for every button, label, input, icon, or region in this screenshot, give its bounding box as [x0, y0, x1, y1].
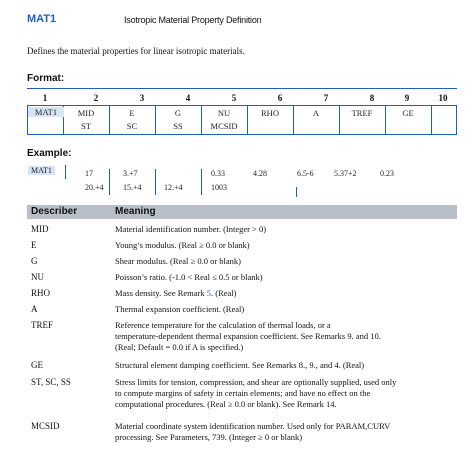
meaning-line: Stress limits for tension, compression, and shear are optionally supplied, used only [115, 377, 397, 387]
describer-meaning [115, 377, 459, 410]
example-cell-ss: 12.+4 [164, 183, 183, 192]
describer-name: E [31, 240, 37, 250]
meaning-text: Mass density. See Remark [115, 288, 207, 298]
example-field-marker [155, 169, 156, 195]
card-name: MAT1 [27, 13, 57, 25]
describer-meaning: Young’s modulus. (Real ≥ 0.0 or blank) [115, 240, 250, 250]
describer-name: A [31, 304, 38, 314]
describer-table-header [27, 205, 457, 219]
field-number-8: 8 [369, 93, 375, 103]
example-heading: Example: [27, 148, 72, 159]
field-number-5: 5 [231, 93, 237, 103]
format-cell-nu: NU [217, 108, 231, 118]
describer-name: G [31, 256, 38, 266]
example-cell-tref: 5.37+2 [334, 169, 357, 178]
describer-name: MCSID [31, 421, 60, 431]
example-cell-nu: 0.33 [211, 169, 225, 178]
describer-name: GE [31, 360, 43, 370]
field-number-1: 1 [42, 93, 48, 103]
example-field-marker [65, 165, 66, 179]
describer-name: ST, SC, SS [31, 377, 71, 387]
example-block [27, 165, 457, 199]
example-cell-mcsid: 1003 [211, 183, 227, 192]
describer-meaning: Material identification number. (Integer > 0) [115, 224, 267, 234]
meaning-line: Reference temperature for the calculation of thermal loads, or a [115, 320, 331, 330]
format-cell-g: G [174, 108, 182, 118]
meaning-line: to compute margins of safety in certain elements; and have no effect on the [115, 388, 371, 398]
example-cell-a: 6.5-6 [297, 169, 314, 178]
example-cell-sc: 15.+4 [123, 183, 142, 192]
field-number-7: 7 [323, 93, 329, 103]
format-cell-ge: GE [402, 108, 414, 118]
format-cell-mcsid: MCSID [210, 121, 238, 131]
format-cell-ss: SS [173, 121, 183, 131]
meaning-line: processing. See Parameters, 739. (Integer ≥ 0 or blank) [115, 432, 303, 442]
meaning-text: . (Real) [211, 288, 237, 298]
field-number-2: 2 [93, 93, 99, 103]
describer-meaning [115, 320, 459, 353]
describer-meaning: Thermal expansion coefficient. (Real) [115, 304, 245, 314]
example-cell-mat1: MAT1 [28, 166, 55, 175]
meaning-column-header: Meaning [115, 206, 156, 217]
remark-link[interactable]: 5 [206, 288, 212, 298]
intro-text: Defines the material properties for linear isotropic materials. [27, 46, 245, 56]
example-cell-mid: 17 [85, 169, 93, 178]
format-cell-st: ST [81, 121, 91, 131]
field-number-4: 4 [185, 93, 191, 103]
field-number-6: 6 [277, 93, 283, 103]
example-cell-e: 3.+7 [123, 169, 138, 178]
page-title: Isotropic Material Property Definition [124, 15, 262, 25]
meaning-line: Material coordinate system identification number. Used only for PARAM,CURV [115, 421, 391, 431]
meaning-line: (Real; Default = 0.0 if A is specified.) [115, 342, 244, 352]
example-field-marker [201, 169, 202, 195]
describer-meaning [115, 288, 459, 299]
format-cell-tref: TREF [351, 108, 373, 118]
describer-meaning: Structural element damping coefficient. See Remarks 8., 9., and 4. (Real) [115, 360, 365, 370]
describer-name: RHO [31, 288, 51, 298]
format-cell-mat1: MAT1 [28, 107, 64, 117]
example-field-marker [296, 187, 297, 197]
example-cell-st: 20.+4 [85, 183, 104, 192]
format-cell-sc: SC [126, 121, 138, 131]
describer-meaning: Shear modulus. (Real ≥ 0.0 or blank) [115, 256, 242, 266]
describer-name: TREF [31, 320, 54, 330]
describer-meaning: Poisson’s ratio. (-1.0 < Real ≤ 0.5 or blank) [115, 272, 263, 282]
meaning-line: computational procedures. (Real ≥ 0.0 or blank). See Remark 14. [115, 399, 337, 409]
example-cell-ge: 0.23 [380, 169, 394, 178]
format-heading: Format: [27, 73, 65, 84]
describer-name: NU [31, 272, 44, 282]
example-cell-rho: 4.28 [253, 169, 267, 178]
describer-column-header: Describer [31, 206, 78, 217]
format-cell-rho: RHO [261, 108, 279, 118]
describer-meaning [115, 421, 459, 443]
format-cell-mid: MID [77, 108, 95, 118]
format-cell-e: E [129, 108, 135, 118]
format-table [27, 88, 457, 135]
field-number-9: 9 [404, 93, 410, 103]
field-number-10: 10 [438, 93, 448, 103]
example-field-marker [109, 169, 110, 195]
describer-name: MID [31, 224, 49, 234]
field-number-3: 3 [139, 93, 145, 103]
meaning-line: temperature-dependent thermal expansion coefficient. See Remarks 9. and 10. [115, 331, 381, 341]
format-cell-a: A [312, 108, 320, 118]
